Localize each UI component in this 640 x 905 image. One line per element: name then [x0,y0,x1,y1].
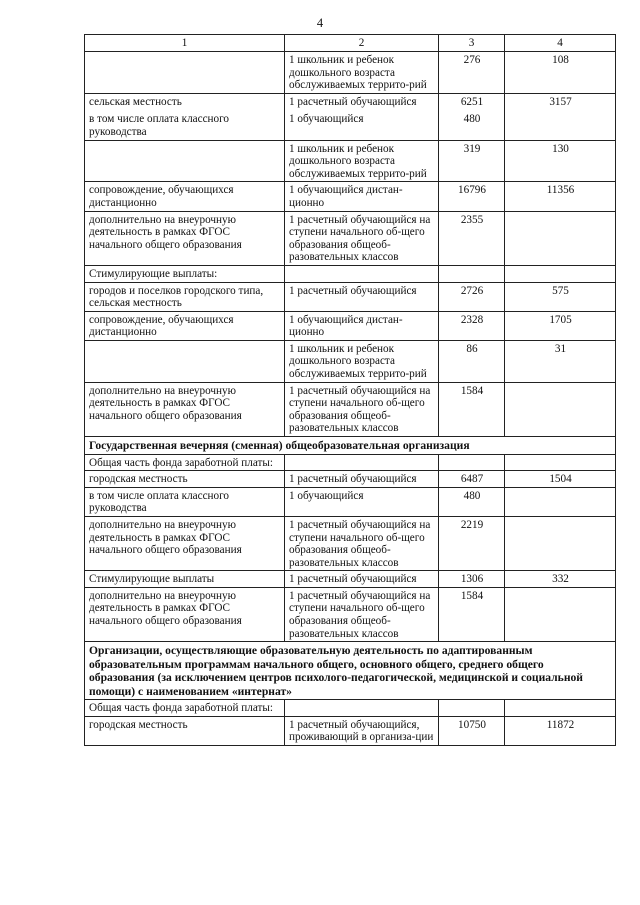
unit-cell: 1 школьник и ребенок дошкольного возраста обслуживаемых террито-рий [285,340,439,382]
unit-cell: 1 расчетный обучающийся на ступени начального об-щего образования общеоб-разовательных классов [285,587,439,641]
table-row [85,265,616,282]
value-cell: 1306 [439,571,505,588]
table-row [85,382,616,436]
value-cell: 11356 [505,182,616,211]
value-cell: 31 [505,340,616,382]
table-row [85,211,616,265]
table-row [85,340,616,382]
unit-cell: 1 расчетный обучающийся [285,282,439,311]
category-cell: Стимулирующие выплаты: [85,265,285,282]
category-cell: дополнительно на внеурочную деятельность в рамках ФГОС начального общего образования [85,382,285,436]
category-cell [85,52,285,94]
value-cell: 1584 [439,382,505,436]
unit-cell: 1 школьник и ребенок дошкольного возраста обслуживаемых террито-рий [285,140,439,182]
value-cell: 108 [505,52,616,94]
value-cell: 319 [439,140,505,182]
unit-text: 1 расчетный обучающийся [289,95,417,108]
unit-cell: 1 расчетный обучающийся на ступени начального об-щего образования общеоб-разовательных классов [285,382,439,436]
value-cell: 16796 [439,182,505,211]
section-heading: Организации, осуществляющие образовательную деятельность по адаптированным образовательным программам начального общего, основного общего, среднего общего образования (за исключением центров психолого-педагогической, медицинской и социальной помощи) с наименованием «интернат» [85,642,616,700]
unit-cell: 1 обучающийся [285,487,439,516]
category-cell: в том числе оплата классного руководства [85,487,285,516]
unit-cell: 1 расчетный обучающийся [285,571,439,588]
unit-cell [285,454,439,471]
value-cell: 1584 [439,587,505,641]
value-cell: 575 [505,282,616,311]
value-cell: 480 [439,487,505,516]
value-cell [505,382,616,436]
category-cell: Общая часть фонда заработной платы: [85,700,285,717]
table-row [85,52,616,94]
unit-cell [285,700,439,717]
value-cell [505,93,616,140]
table-header-row [85,35,616,52]
table-row [85,282,616,311]
category-text: в том числе оплата классного руководства [89,113,230,138]
table-row [85,471,616,488]
value-cell: 1705 [505,311,616,340]
table-row [85,140,616,182]
table-row [85,454,616,471]
category-cell: городская местность [85,716,285,745]
value-cell: 11872 [505,716,616,745]
category-cell: сопровождение, обучающихся дистанционно [85,182,285,211]
category-cell: Общая часть фонда заработной платы: [85,454,285,471]
table-row [85,182,616,211]
category-cell: Стимулирующие выплаты [85,571,285,588]
value-cell: 86 [439,340,505,382]
table-row [85,487,616,516]
section-row [85,437,616,455]
column-header: 3 [439,35,505,52]
value-cell [505,516,616,570]
value-text: 6251 [460,95,484,108]
value-cell [439,265,505,282]
section-heading: Государственная вечерняя (сменная) общеобразовательная организация [85,437,616,455]
category-cell [85,340,285,382]
table-row [85,516,616,570]
value-cell [505,265,616,282]
unit-cell: 1 обучающийся дистан-ционно [285,311,439,340]
category-cell: дополнительно на внеурочную деятельность в рамках ФГОС начального общего образования [85,211,285,265]
category-cell: дополнительно на внеурочную деятельность в рамках ФГОС начального общего образования [85,516,285,570]
column-header: 4 [505,35,616,52]
table-row [85,93,616,140]
value-cell: 2726 [439,282,505,311]
unit-cell [285,93,439,140]
table-row [85,716,616,745]
value-cell [439,454,505,471]
unit-cell: 1 обучающийся дистан-ционно [285,182,439,211]
unit-cell: 1 расчетный обучающийся, проживающий в организа-ции [285,716,439,745]
value-cell: 2219 [439,516,505,570]
value-cell [505,587,616,641]
unit-cell: 1 расчетный обучающийся [285,471,439,488]
column-header: 1 [85,35,285,52]
unit-cell [285,265,439,282]
category-cell: городская местность [85,471,285,488]
unit-text: 1 обучающийся [289,113,364,126]
value-text: 3157 [549,95,572,108]
value-cell [439,700,505,717]
value-cell: 332 [505,571,616,588]
category-cell: сопровождение, обучающихся дистанционно [85,311,285,340]
unit-cell: 1 расчетный обучающийся на ступени начального об-щего образования общеоб-разовательных классов [285,516,439,570]
category-cell [85,140,285,182]
value-cell: 130 [505,140,616,182]
unit-cell: 1 школьник и ребенок дошкольного возраста обслуживаемых террито-рий [285,52,439,94]
norms-table [84,34,616,746]
category-text: сельская местность [89,95,182,108]
value-cell: 276 [439,52,505,94]
category-cell: городов и поселков городского типа, сельская местность [85,282,285,311]
table-row [85,571,616,588]
value-cell: 10750 [439,716,505,745]
value-cell [505,487,616,516]
value-text: 480 [463,113,481,126]
value-cell [505,700,616,717]
unit-cell: 1 расчетный обучающийся на ступени начального об-щего образования общеоб-разовательных классов [285,211,439,265]
section-row [85,642,616,700]
column-header: 2 [285,35,439,52]
table-row [85,700,616,717]
category-cell: дополнительно на внеурочную деятельность в рамках ФГОС начального общего образования [85,587,285,641]
value-cell: 1504 [505,471,616,488]
value-cell [439,93,505,140]
table-row [85,311,616,340]
category-cell [85,93,285,140]
value-cell [505,211,616,265]
page-number: 4 [316,16,324,30]
value-cell: 6487 [439,471,505,488]
table-row [85,587,616,641]
value-cell: 2355 [439,211,505,265]
value-cell [505,454,616,471]
value-cell: 2328 [439,311,505,340]
